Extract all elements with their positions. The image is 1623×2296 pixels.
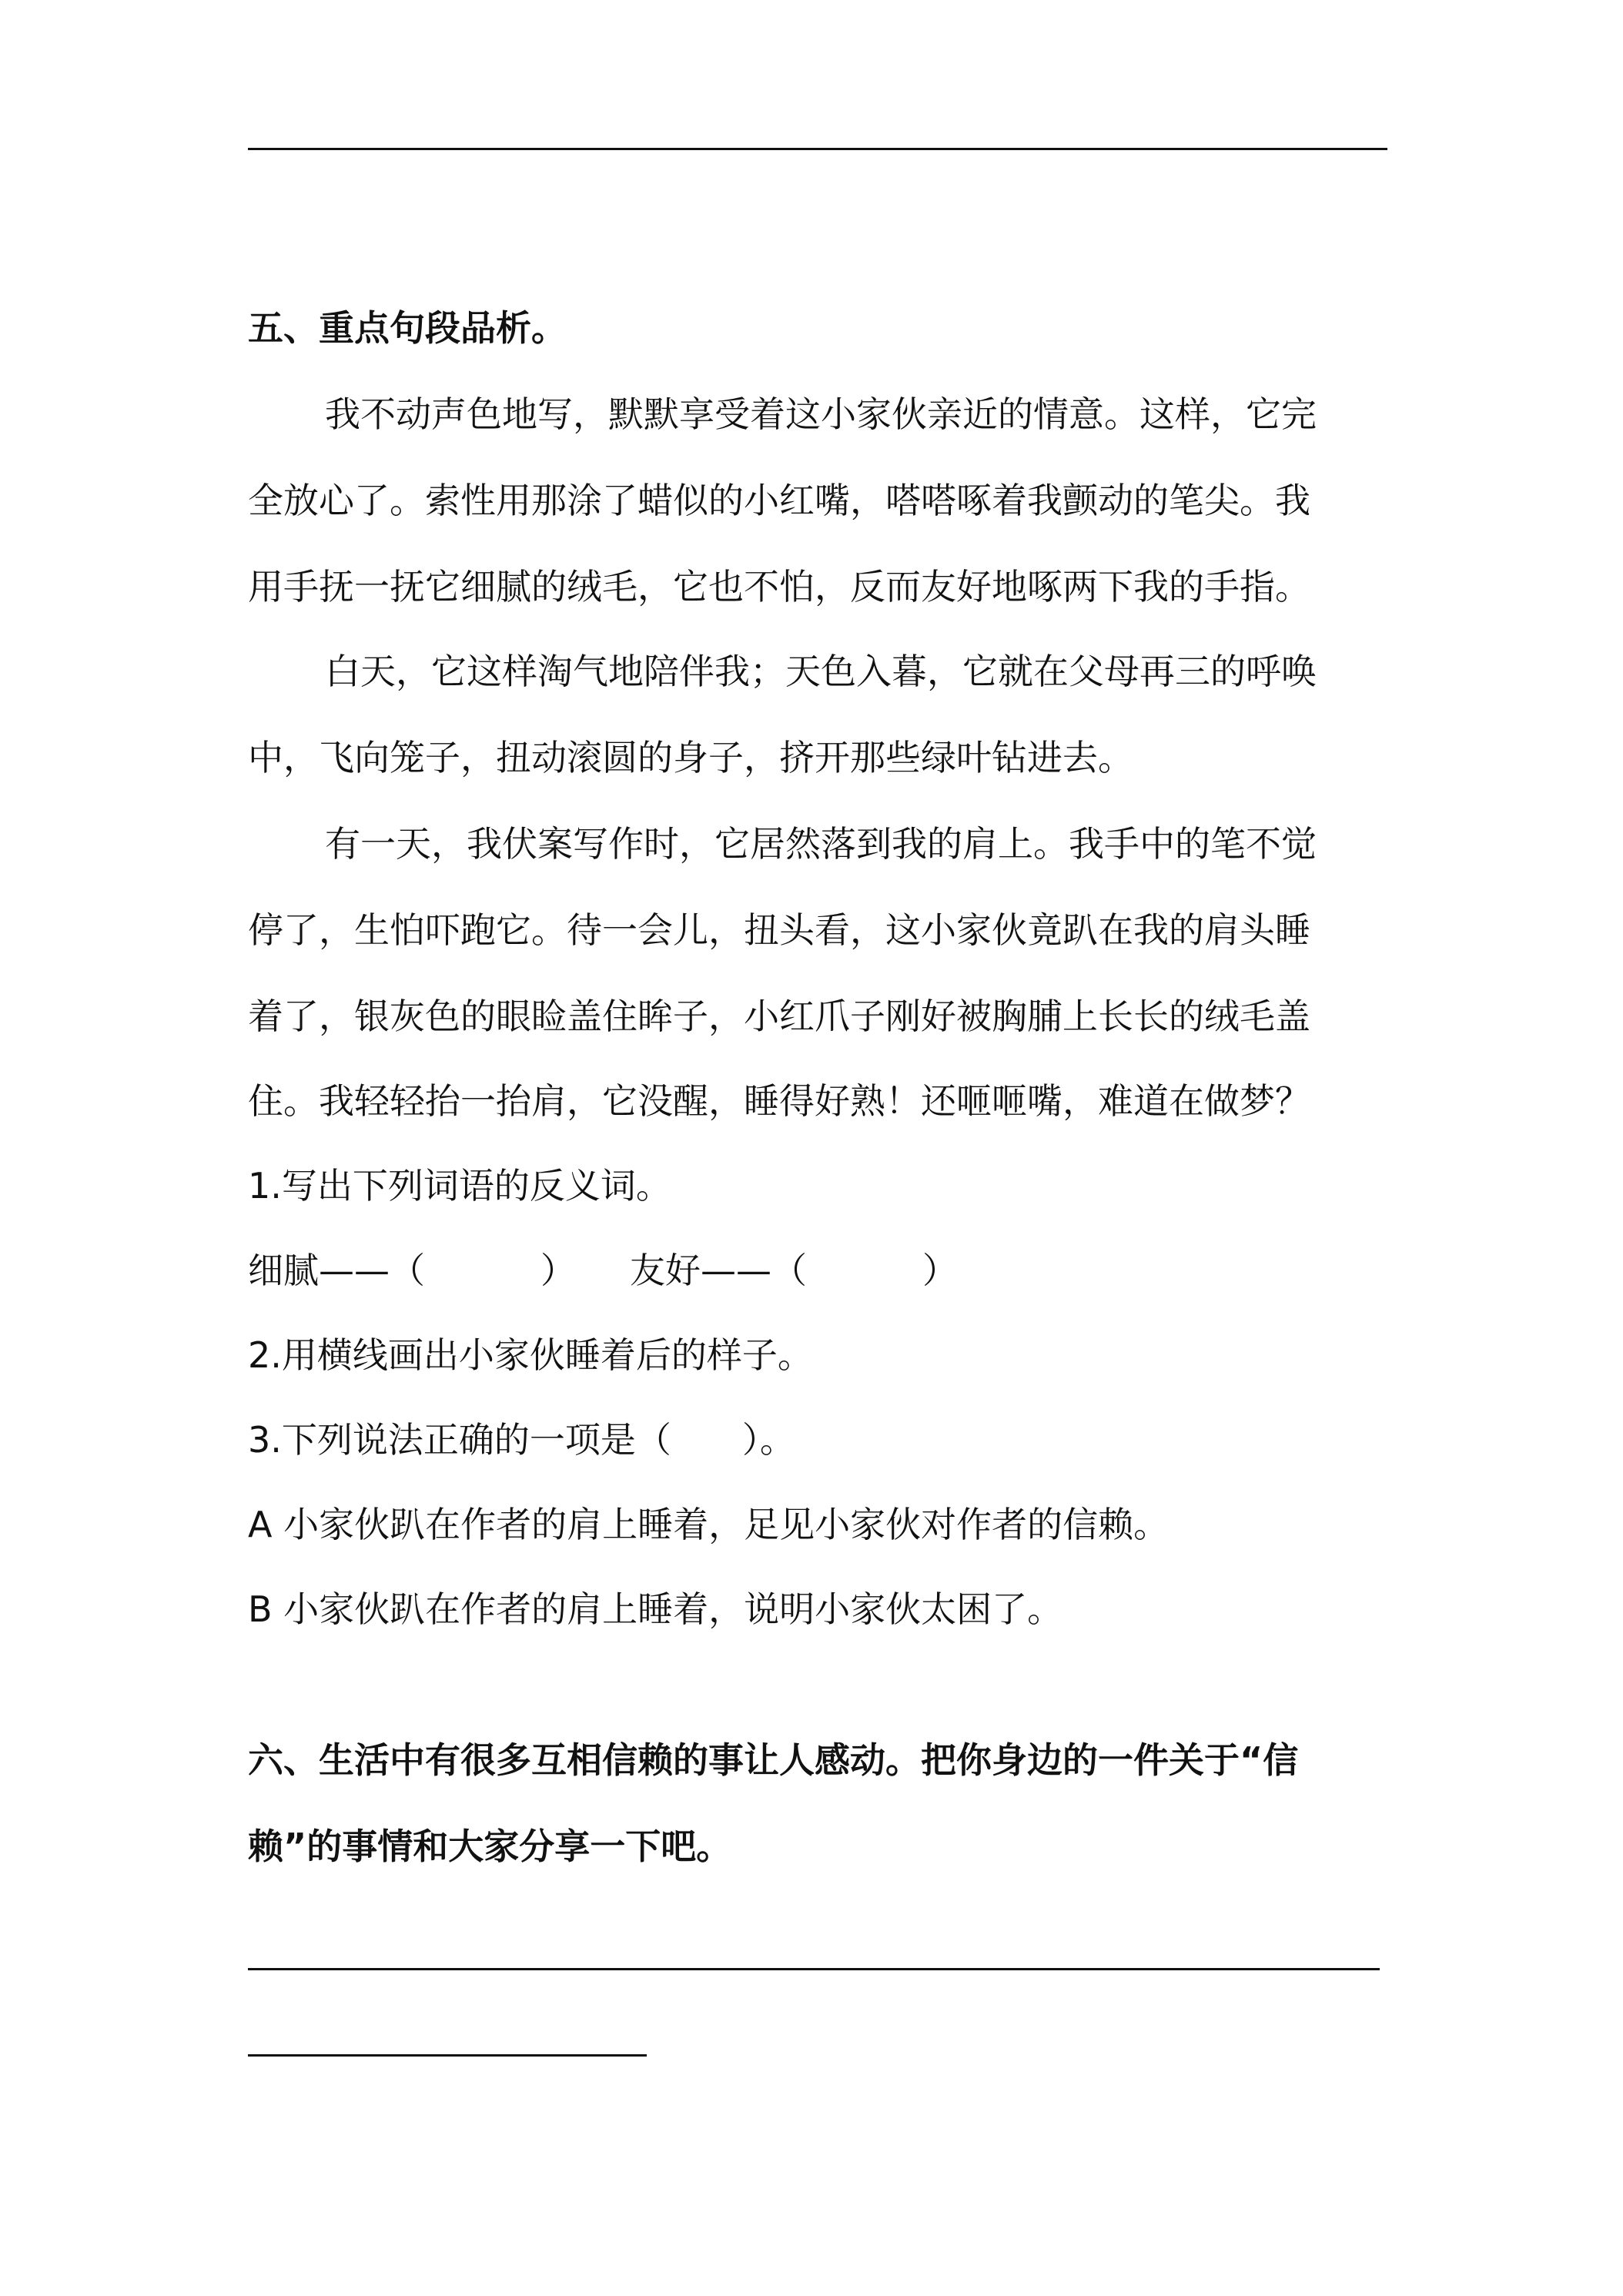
paragraph-line: 住。我轻轻抬一抬肩，它没醒，睡得好熟！还咂咂嘴，难道在做梦？ (248, 1080, 1310, 1122)
word-2: 友好 (630, 1250, 701, 1291)
answer-line[interactable] (248, 2054, 647, 2057)
close-paren: ） (922, 1250, 958, 1291)
top-rule (248, 148, 1387, 150)
paragraph-line: 着了，银灰色的眼睑盖住眸子，小红爪子刚好被胸脯上长长的绒毛盖 (248, 996, 1310, 1037)
paragraph-line: 中，飞向笼子，扭动滚圆的身子，挤开那些绿叶钻进去。 (248, 737, 1133, 778)
dash: —— (701, 1250, 771, 1291)
option-a: A 小家伙趴在作者的肩上睡着，足见小家伙对作者的信赖。 (248, 1504, 1170, 1545)
question-1-answers (248, 1247, 1387, 1294)
question-3-prompt: 3.下列说法正确的一项是（ ）。 (248, 1419, 795, 1461)
section6-heading-line-1: 六、生活中有很多互相信赖的事让人感动。把你身边的一件关于“信 (248, 1739, 1299, 1781)
paragraph-line: 我不动声色地写，默默享受着这小家伙亲近的情意。这样，它完 (325, 393, 1317, 435)
word-1: 细腻 (248, 1250, 319, 1291)
paragraph-line: 全放心了。索性用那涂了蜡似的小红嘴，嗒嗒啄着我颤动的笔尖。我 (248, 480, 1310, 521)
paragraph-line: 白天，它这样淘气地陪伴我；天色入暮，它就在父母再三的呼唤 (325, 651, 1317, 692)
open-paren: （ (771, 1250, 807, 1291)
question-1-prompt: 1.写出下列词语的反义词。 (248, 1165, 671, 1207)
option-b: B 小家伙趴在作者的肩上睡着，说明小家伙太困了。 (248, 1588, 1063, 1630)
paragraph-line: 用手抚一抚它细腻的绒毛，它也不怕，反而友好地啄两下我的手指。 (248, 566, 1310, 607)
paragraph-line: 停了，生怕吓跑它。待一会儿，扭头看，这小家伙竟趴在我的肩头睡 (248, 909, 1310, 951)
answer-line[interactable] (248, 1968, 1380, 1970)
dash: —— (319, 1250, 390, 1291)
question-2: 2.用横线画出小家伙睡着后的样子。 (248, 1334, 813, 1376)
paragraph-line: 有一天，我伏案写作时，它居然落到我的肩上。我手中的笔不觉 (325, 823, 1317, 865)
close-paren: ） (540, 1250, 576, 1291)
section6-heading-line-2: 赖”的事情和大家分享一下吧。 (248, 1826, 732, 1867)
section5-heading: 五、重点句段品析。 (248, 307, 567, 349)
open-paren: （ (390, 1250, 425, 1291)
